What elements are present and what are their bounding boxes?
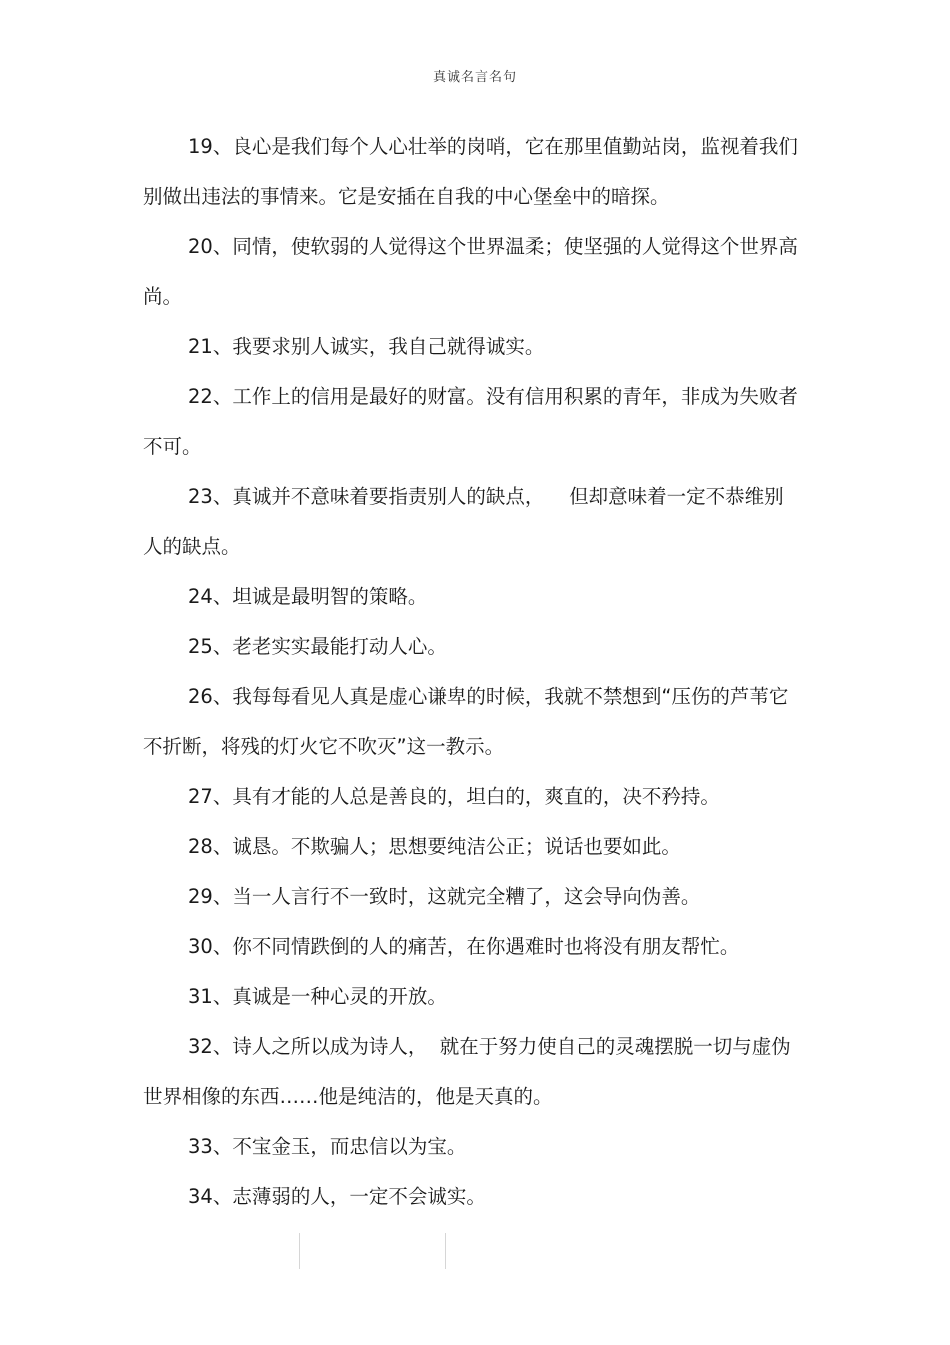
quote-34: 34、志薄弱的人，一定不会诚实。 <box>188 1185 486 1208</box>
footer-divider-left <box>299 1233 300 1269</box>
quote-29: 29、当一人言行不一致时，这就完全糟了，这会导向伪善。 <box>188 885 701 908</box>
quote-19: 19、良心是我们每个人心壮举的岗哨，它在那里值勤站岗，监视着我们别做出违法的事情来。它是安插在自我的中心堡垒中的暗探。 <box>143 135 798 208</box>
quote-25: 25、老老实实最能打动人心。 <box>188 635 447 658</box>
quote-20: 20、同情，使软弱的人觉得这个世界温柔；使坚强的人觉得这个世界高尚。 <box>143 235 798 308</box>
page-title: 真诚名言名句 <box>432 70 517 85</box>
quote-24: 24、坦诚是最明智的策略。 <box>188 585 428 608</box>
quote-31: 31、真诚是一种心灵的开放。 <box>188 985 447 1008</box>
quote-list <box>143 122 798 1222</box>
footer-divider-right <box>445 1233 446 1269</box>
quote-21: 21、我要求别人诚实，我自己就得诚实。 <box>188 335 545 358</box>
quote-28: 28、诚恳。不欺骗人；思想要纯洁公正；说话也要如此。 <box>188 835 681 858</box>
quote-23: 23、真诚并不意味着要指责别人的缺点， 但却意味着一定不恭维别人的缺点。 <box>143 485 784 558</box>
quote-26: 26、我每每看见人真是虚心谦卑的时候，我就不禁想到“压伤的芦苇它不折断，将残的灯火它不吹灭”这一教示。 <box>143 685 789 758</box>
quote-33: 33、不宝金玉，而忠信以为宝。 <box>188 1135 467 1158</box>
quote-22: 22、工作上的信用是最好的财富。没有信用积累的青年，非成为失败者不可。 <box>143 385 798 458</box>
quote-27: 27、具有才能的人总是善良的，坦白的，爽直的，决不矜持。 <box>188 785 720 808</box>
quote-32: 32、诗人之所以成为诗人， 就在于努力使自己的灵魂摆脱一切与虚伪世界相像的东西……他是纯洁的，他是天真的。 <box>143 1035 791 1108</box>
quote-30: 30、你不同情跌倒的人的痛苦，在你遇难时也将没有朋友帮忙。 <box>188 935 740 958</box>
